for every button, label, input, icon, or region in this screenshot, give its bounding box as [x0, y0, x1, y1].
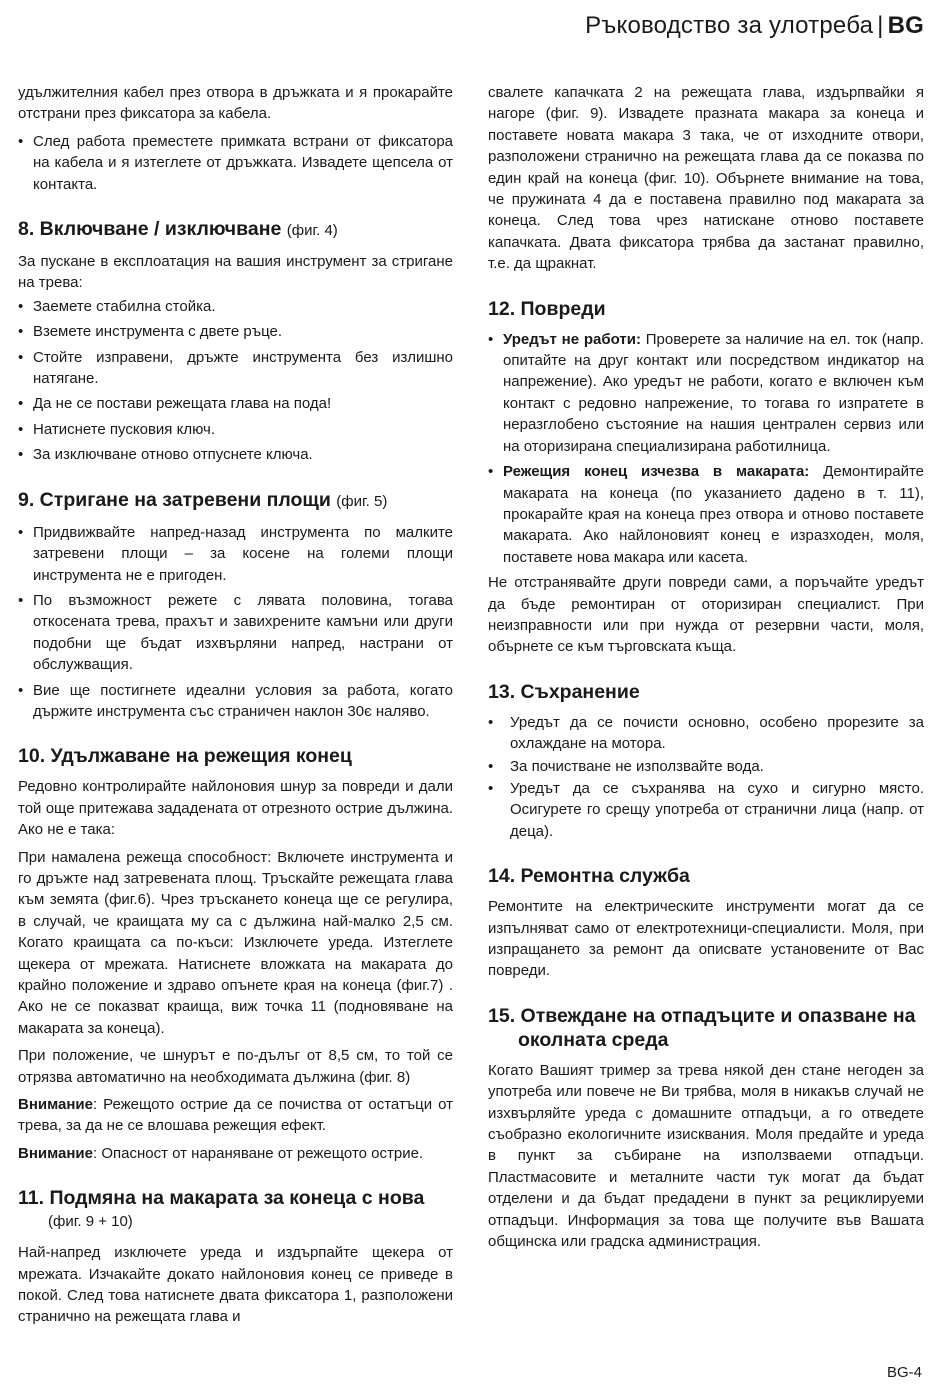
section-8-fig-ref: (фиг. 4): [286, 222, 338, 240]
section-12-paragraph: Не отстранявайте други повреди сами, а поръчайте уредът да бъде ремонтиран от оторизиран специалист. При неизправности или при нужда от резервни части, моля, обърнете се към търговската къща.: [488, 574, 924, 656]
warning-text: : Режещото острие да се почиства от остатъци от трева, за да не се влошава режещия ефект.: [18, 1096, 453, 1135]
list-item: • Натиснете пусковия ключ.: [18, 419, 453, 440]
list-item: [488, 329, 924, 457]
section-10-paragraph-3: При положение, че шнурът е по-дълъг от 8,5 см, то той се отрязва автоматично на необходимата дължина (фиг. 8): [18, 1047, 453, 1086]
list-item: • Да не се постави режещата глава на пода!: [18, 393, 453, 414]
header-separator: |: [877, 12, 884, 39]
right-column: [488, 82, 924, 1258]
page-header: [585, 12, 924, 40]
section-13-bullets: [488, 712, 924, 842]
section-11-heading: [18, 1186, 453, 1234]
list-item: • Вземете инструмента с двете ръце.: [18, 321, 453, 342]
section-10-paragraph-1: Редовно контролирайте найлоновия шнур за повреди и дали той още притежава зададената от отрезното острие дължина. Ако не е така:: [18, 778, 453, 839]
section-9-fig-ref: (фиг. 5): [336, 492, 388, 510]
section-10-paragraph-2: При намалена режеща способност: Включете инструмента и го дръжте над затревената площ. Тръскайте режещата глава към земята (фиг.6). Чрез тръскането конеца ще се регулира, в случай, че краищата му са с дължина най-малко 2,5 см. Когато краищата са по-къси: Изключете уреда. Изтеглете щекера от мрежата. Натиснете вложката на макарата до крайно положение и здраво опънете края на конеца (фиг.7) . Ако не се показват краища, виж точка 11 (подновяване на макарата за конеца).: [18, 848, 453, 1037]
intro-bullets: [18, 131, 453, 195]
list-item: • След работа преместете примката встрани от фиксатора на кабела и я изтеглете от дръжката. Извадете щепсела от контакта.: [18, 131, 453, 195]
section-8-title: 8. Включване / изключване: [18, 218, 282, 241]
section-12-bullets: [488, 329, 924, 568]
list-item: • Уредът да се съхранява на сухо и сигурно място. Осигурете го срещу употреба от странични лица (напр. от деца).: [488, 778, 924, 842]
list-item: • Уредът да се почисти основно, особено прорезите за охлаждане на мотора.: [488, 712, 924, 755]
intro-paragraph: удължителния кабел през отвора в дръжката и я прокарайте отстрани през фиксатора за кабела.: [18, 84, 453, 123]
list-item: [488, 461, 924, 568]
fault-label: Режещия конец изчезва в макарата:: [503, 463, 810, 481]
warning-label: Внимание: [18, 1096, 93, 1114]
list-item: • За почистване не използвайте вода.: [488, 756, 924, 777]
section-15-paragraph: Когато Вашият тример за трева някой ден стане негоден за употреба или повече не Ви трябва, моля в никакъв случай не изхвърляйте уреда с домашните отпадъци, а го отведете съобразно екологичните изисквания. Моля предайте и уреда в пункт за събиране на използваеми отпадъци. Пластмасовите и металните части тук могат да бъдат отделени и да бъдат предадени в пункт за рециклируеми отпадъци. Информация за това ще получите във Вашата общинска или градска администрация.: [488, 1061, 924, 1251]
fault-label: Уредът не работи:: [503, 330, 641, 348]
section-12-heading: 12. Повреди: [488, 297, 606, 320]
warning-paragraph-1: [18, 1094, 453, 1137]
section-14-heading: 14. Ремонтна служба: [488, 865, 690, 888]
warning-label: Внимание: [18, 1144, 93, 1162]
section-15-title-line-2: околната среда: [518, 1028, 669, 1051]
list-item: • Придвижвайте напред-назад инструмента по малките затревени площи – за косене на големи площи инструмента не е пригоден.: [18, 522, 453, 586]
section-8-bullets: [18, 296, 453, 466]
manual-title: Ръководство за улотреба: [585, 12, 874, 39]
list-item: • Стойте изправени, дръжте инструмента без излишно натягане.: [18, 347, 453, 390]
section-8-heading: [18, 217, 453, 243]
list-item: • За изключване отново отпуснете ключа.: [18, 444, 453, 465]
warning-paragraph-2: [18, 1143, 453, 1164]
fault-text: Демонтирайте макарата на конеца (по указанието дадено в т. 11), прокарайте края на конеца през отвора и отново поставете макарата. Ако найлоновият конец е изразходен, моля, поставете нова макара или касета.: [503, 463, 924, 566]
section-8-intro: За пускане в експлоатация на вашия инструмент за стригане на трева:: [18, 253, 453, 292]
section-15-heading: [488, 1004, 924, 1052]
page-number: BG-4: [886, 1364, 922, 1381]
list-item: • По възможност режете с лявата половина, тогава откосената трева, прахът и завихрените камъни или други подобни ще бъдат изхвърляни напред, настрани от обслужващия.: [18, 590, 453, 676]
language-code: BG: [887, 12, 924, 39]
fault-text: Проверете за наличие на ел. ток (напр. опитайте на друг контакт или посредством индикатор на напрежение). Ако уредът не работи, когато е включен към контакт с редовно напрежение, то тогава го изпратете в неразглобено състояние на нашия централен сервиз или на оторизирана специализирана работилница.: [503, 330, 924, 455]
list-item: • Заемете стабилна стойка.: [18, 296, 453, 317]
section-11-title: 11. Подмяна на макарата за конеца с нова: [18, 1187, 425, 1210]
section-9-heading: [18, 488, 453, 514]
section-11-paragraph: Най-напред изключете уреда и издърпайте щекера от мрежата. Изчакайте докато найлоновия конец се приведе в покой. След това натиснете двата фиксатора 1, разположени странично на режещата глава и: [18, 1244, 453, 1326]
section-15-title-line-1: 15. Отвеждане на отпадъците и опазване на: [488, 1004, 916, 1027]
section-9-bullets: [18, 522, 453, 723]
section-11-fig-ref: (фиг. 9 + 10): [48, 1213, 133, 1231]
list-item: • Вие ще постигнете идеални условия за работа, когато държите инструмента със страничен наклон 30є наляво.: [18, 680, 453, 723]
section-13-heading: 13. Съхранение: [488, 680, 640, 703]
continued-paragraph: свалете капачката 2 на режещата глава, издърпвайки я нагоре (фиг. 9). Извадете празната макара за конеца и поставете новата макара 3 така, че от изходните отвори, разположени странично на режещата глава да се показва по един край на конеца (фиг. 10). Обърнете внимание на това, че пружината 4 да е поставена правилно под макарата за конеца. След това чрез натискане отново поставете капачката. Двата фиксатора трябва да застанат правилно, т.е. да щракнат.: [488, 84, 924, 273]
section-14-paragraph: Ремонтите на електрическите инструменти могат да се изпълняват само от електротехници-специалисти. Моля, при изпращането за ремонт да описвате установените от Вас повреди.: [488, 898, 924, 980]
section-10-heading: 10. Удължаване на режещия конец: [18, 745, 352, 768]
warning-text: : Опасност от нараняване от режещото острие.: [92, 1144, 424, 1162]
section-9-title: 9. Стригане на затревени площи: [18, 488, 331, 511]
left-column: [18, 82, 453, 1334]
